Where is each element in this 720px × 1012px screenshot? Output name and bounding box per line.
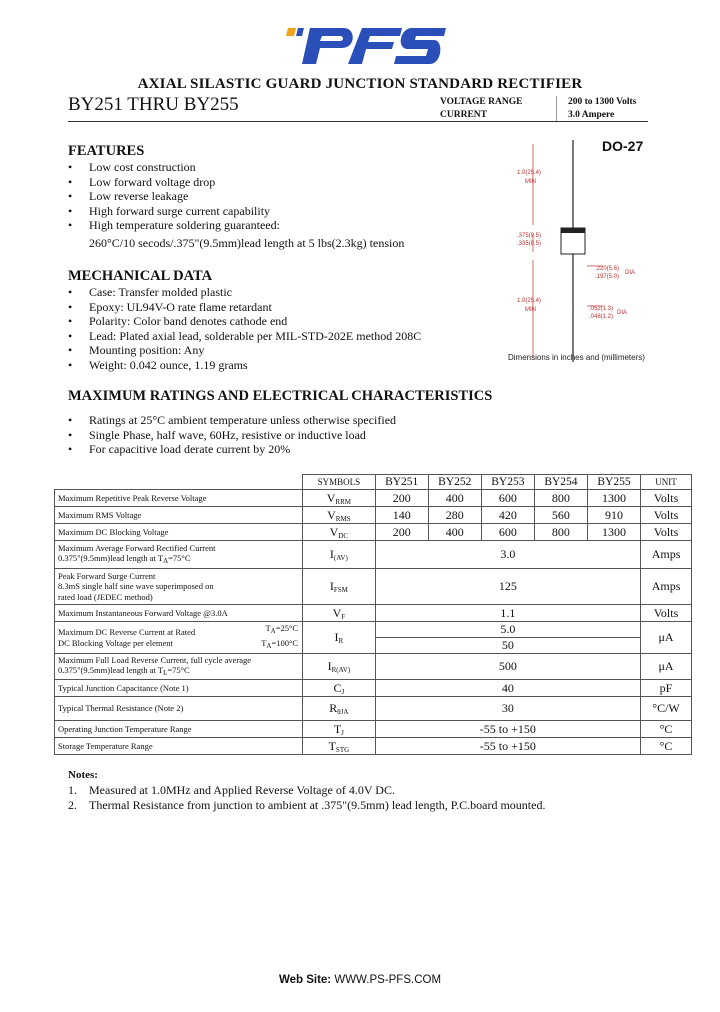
notes-list	[68, 783, 545, 813]
table-row: Typical Thermal Resistance (Note 2) $R_{\theta JA}$ 30 °C/W	[55, 697, 692, 721]
voltage-range-label: VOLTAGE RANGE	[440, 97, 523, 107]
logo-text: PFS	[282, 22, 284, 23]
table-row: Typical Junction Capacitance (Note 1) $C_J$ 40 pF	[55, 680, 692, 697]
package-name: DO-27	[602, 138, 644, 154]
list-item: • Low forward voltage drop	[68, 174, 216, 189]
list-item: • High temperature soldering guaranteed:	[68, 218, 280, 233]
table-row: Maximum DC Reverse Current at Rated DC Blocking Voltage per element $T_A=25^\circ C$ $T_A=100^\circ C$ $I_R$ 5.0 μA	[55, 622, 692, 638]
package-outline-drawing	[505, 130, 655, 370]
list-item: • Lead: Plated axial lead, solderable per MIL-STD-202E method 208C	[68, 328, 422, 343]
features-heading: FEATURES	[68, 143, 145, 159]
list-item: • Low reverse leakage	[68, 189, 189, 204]
max-ratings-heading: MAXIMUM RATINGS AND ELECTRICAL CHARACTERISTICS	[68, 388, 493, 404]
document-title: AXIAL SILASTIC GUARD JUNCTION STANDARD RECTIFIER	[137, 76, 583, 92]
spec-summary	[440, 96, 636, 122]
table-row: Maximum Full Load Reverse Current, full cycle average 0.375"(9.5mm)lead length at $T_L=75^\circ C$ $I_{R(AV)}$ 500 μA	[55, 654, 692, 680]
list-item: • Ratings at 25°C ambient temperature unless otherwise specified	[68, 413, 397, 427]
footer-website	[0, 974, 720, 986]
table-row: Maximum Instantaneous Forward Voltage @3.0A $V_F$ 1.1 Volts	[55, 605, 692, 622]
list-item: • Epoxy: UL94V-O rate flame retardant	[68, 299, 272, 314]
table-row: 50	[55, 638, 692, 654]
dimensions-note: Dimensions in inches and (millimeters)	[508, 353, 645, 362]
dim-body-dia-b: .197(5.0)	[595, 274, 620, 280]
ratings-table	[54, 474, 692, 755]
current-value: 3.0 Ampere	[568, 110, 615, 120]
features-list	[68, 160, 468, 233]
list-item: • For capacitive load derate current by 20%	[68, 442, 291, 457]
list-item: • Weight: 0.042 ounce, 1.19 grams	[68, 357, 248, 372]
pfs-logo	[282, 22, 447, 70]
website-link[interactable]: WWW.PS-PFS.COM	[334, 974, 442, 986]
mechanical-list	[68, 285, 478, 373]
dim-lead-min-bottom: MIN	[525, 307, 536, 313]
list-item: • Mounting position: Any	[68, 343, 205, 358]
col-header-unit: UNIT	[641, 475, 692, 490]
website-label: Web Site:	[278, 974, 332, 986]
col-header-by254: BY254	[534, 475, 587, 490]
header-rule	[68, 121, 648, 122]
list-item: 2. Thermal Resistance from junction to ambient at .375"(9.5mm) lead length, P.C.board mounted.	[68, 798, 546, 812]
max-ratings-list	[68, 413, 488, 457]
dim-lead-dia-a: .052(1.3)	[589, 306, 614, 312]
dim-body-length-b: .335(8.5)	[517, 241, 542, 247]
dim-lead-dia-label: DIA	[617, 310, 628, 316]
list-item: • High forward surge current capability	[68, 203, 271, 218]
col-header-by255: BY255	[587, 475, 640, 490]
col-header-by252: BY252	[428, 475, 481, 490]
col-header-by251: BY251	[375, 475, 428, 490]
table-row: Maximum DC Blocking Voltage $V_{DC}$ 200 400 600 800 1300 Volts	[55, 524, 692, 541]
list-item: • Low cost construction	[68, 160, 196, 174]
list-item: • Case: Transfer molded plastic	[68, 285, 232, 299]
table-header-row	[55, 475, 692, 490]
dim-lead-dia-b: .048(1.2)	[589, 314, 614, 320]
table-row: Maximum RMS Voltage $V_{RMS}$ 140 280 420 560 910 Volts	[55, 507, 692, 524]
voltage-range-value: 200 to 1300 Volts	[568, 97, 637, 107]
dim-lead-length-top: 1.0(25.4)	[517, 170, 542, 176]
col-header-symbols: SYMBOLS	[303, 475, 376, 490]
table-row: Peak Forward Surge Current 8.3mS single half sine wave superimposed on rated load (JEDEC method) $I_{FSM}$ 125 Amps	[55, 569, 692, 605]
notes-heading: Notes:	[68, 769, 98, 781]
dim-body-length-a: .375(9.5)	[517, 233, 542, 239]
part-range: BY251 THRU BY255	[68, 94, 239, 115]
dim-lead-min-top: MIN	[525, 179, 536, 185]
mechanical-heading: MECHANICAL DATA	[68, 268, 213, 284]
list-item: • Single Phase, half wave, 60Hz, resistive or inductive load	[68, 427, 366, 442]
table-row: Operating Junction Temperature Range $T_J$ -55 to +150 °C	[55, 721, 692, 738]
table-row: Maximum Repetitive Peak Reverse Voltage $V_{RRM}$ 200 400 600 800 1300 Volts	[55, 490, 692, 507]
col-header-by253: BY253	[481, 475, 534, 490]
current-label: CURRENT	[440, 110, 487, 120]
list-item: 1. Measured at 1.0MHz and Applied Reverse Voltage of 4.0V DC.	[68, 783, 395, 797]
dim-lead-length-bottom: 1.0(25.4)	[517, 298, 542, 304]
table-row: Storage Temperature Range $T_{STG}$ -55 to +150 °C	[55, 738, 692, 755]
dim-body-dia-label: DIA	[625, 270, 636, 276]
list-item: • Polarity: Color band denotes cathode end	[68, 314, 288, 329]
table-row: Maximum Average Forward Rectified Current 0.375"(9.5mm)lead length at $T_A=75^\circ C$ $I_{(AV)}$ 3.0 Amps	[55, 541, 692, 569]
dim-body-dia-a: .220(5.6)	[595, 266, 620, 272]
soldering-spec: 260°C/10 secods/.375"(9.5mm)lead length at 5 lbs(2.3kg) tension	[89, 236, 405, 250]
